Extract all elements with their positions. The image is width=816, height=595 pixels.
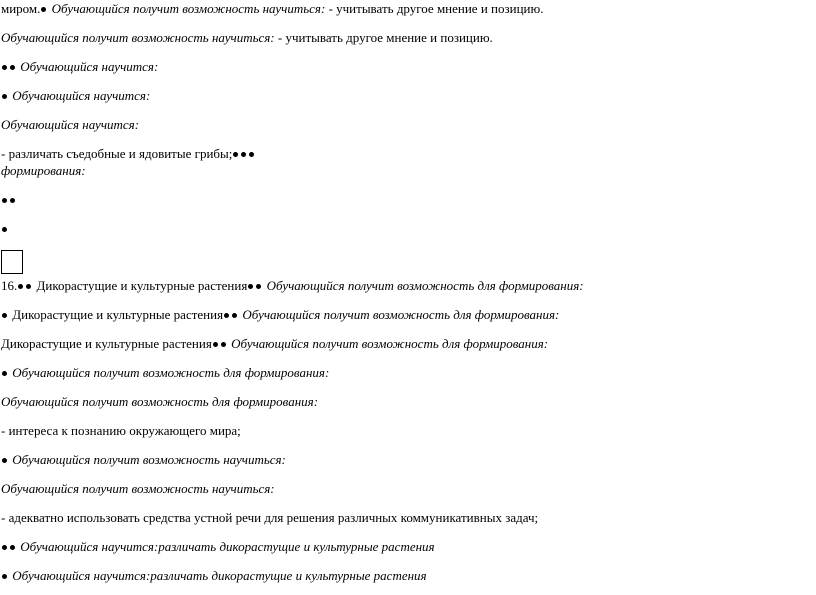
text-run: миром. <box>1 1 41 16</box>
text-line-16 <box>1 452 286 468</box>
bullet-icon <box>2 94 7 99</box>
text-run-italic: Обучающийся получит возможность для формирования: <box>1 394 319 409</box>
text-line-18 <box>1 510 538 526</box>
bullet-icon <box>2 545 7 550</box>
text-run-italic: Обучающийся научится: <box>12 88 151 103</box>
text-run: - адекватно использовать средства устной речи для решения различных коммуникативных задач; <box>1 510 539 525</box>
bullet-icon <box>10 545 15 550</box>
text-line-20 <box>1 568 427 584</box>
text-run-italic: Обучающийся получит возможность для формирования: <box>242 307 560 322</box>
text-line-15 <box>1 423 241 439</box>
bullet-icon <box>18 284 23 289</box>
text-run-italic: Обучающийся научится:различать дикорастущие и культурные растения <box>12 568 427 583</box>
bullet-line-8 <box>1 192 17 208</box>
text-line-10 <box>1 278 584 294</box>
bullet-icon <box>221 342 226 347</box>
text-line-13 <box>1 365 329 381</box>
text-run-italic: Обучающийся получит возможность научиться: <box>1 30 275 45</box>
text-line-14 <box>1 394 318 410</box>
bullet-icon <box>10 198 15 203</box>
bullet-icon <box>256 284 261 289</box>
bullet-icon <box>2 371 7 376</box>
text-line-2 <box>1 30 493 46</box>
text-line-11 <box>1 307 559 323</box>
bullet-icon <box>224 313 229 318</box>
text-run: - различать съедобные и ядовитые грибы; <box>1 146 233 161</box>
bullet-icon <box>2 198 7 203</box>
bullet-icon <box>2 65 7 70</box>
text-run-italic: Обучающийся получит возможность для формирования: <box>12 365 330 380</box>
text-run: Дикорастущие и культурные растения <box>36 278 248 293</box>
text-run-italic: Обучающийся научится:различать дикорастущие и культурные растения <box>20 539 435 554</box>
bullet-icon <box>26 284 31 289</box>
bullet-icon <box>10 65 15 70</box>
bullet-icon <box>2 574 7 579</box>
text-line-19 <box>1 539 435 555</box>
bullet-icon <box>241 152 246 157</box>
text-run-italic: Обучающийся научится: <box>20 59 159 74</box>
text-line-6 <box>1 146 256 162</box>
bullet-icon <box>249 152 254 157</box>
text-run-italic: Обучающийся получит возможность научиться: <box>12 452 286 467</box>
text-run: - интереса к познанию окружающего мира; <box>1 423 241 438</box>
text-run: 16. <box>1 278 18 293</box>
text-run-italic: Обучающийся получит возможность для формирования: <box>266 278 584 293</box>
text-run: - учитывать другое мнение и позицию. <box>325 1 544 16</box>
bullet-icon <box>232 313 237 318</box>
bullet-icon <box>2 458 7 463</box>
text-line-12 <box>1 336 548 352</box>
text-line-3 <box>1 59 158 75</box>
text-run-italic: Обучающийся получит возможность научиться: <box>51 1 326 16</box>
bullet-icon <box>248 284 253 289</box>
text-run-italic: формирования: <box>1 163 86 178</box>
bullet-icon <box>233 152 238 157</box>
text-run-italic: Обучающийся научится: <box>1 117 140 132</box>
bullet-icon <box>2 227 7 232</box>
text-line-7 <box>1 163 86 179</box>
text-run: - учитывать другое мнение и позицию. <box>274 30 493 45</box>
text-run: Дикорастущие и культурные растения <box>12 307 224 322</box>
text-run-italic: Обучающийся получит возможность научиться: <box>1 481 275 496</box>
bullet-icon <box>41 7 46 12</box>
text-line-1 <box>1 1 543 17</box>
text-line-5 <box>1 117 139 133</box>
bullet-line-9 <box>1 221 9 237</box>
text-line-17 <box>1 481 275 497</box>
bullet-icon <box>2 313 7 318</box>
empty-box <box>1 250 23 274</box>
text-run-italic: Обучающийся получит возможность для формирования: <box>231 336 549 351</box>
text-run: Дикорастущие и культурные растения <box>1 336 212 351</box>
bullet-icon <box>213 342 218 347</box>
text-line-4 <box>1 88 150 104</box>
